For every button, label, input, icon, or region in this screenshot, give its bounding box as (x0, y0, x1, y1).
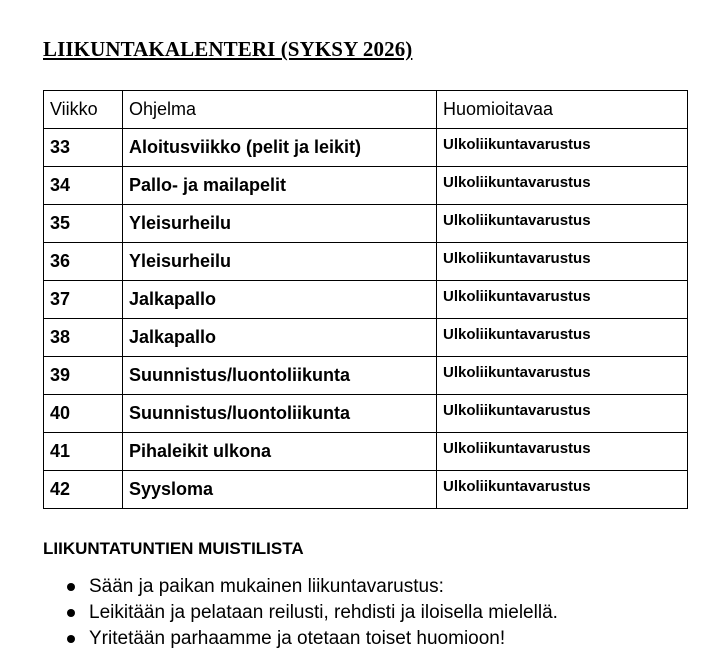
note-cell: Ulkoliikuntavarustus (437, 205, 688, 243)
table-row (44, 433, 688, 471)
program-cell: Yleisurheilu (123, 205, 437, 243)
document-title: LIIKUNTAKALENTERI (SYKSY 2026) (43, 37, 413, 61)
list-item (43, 600, 558, 626)
list-item (43, 574, 558, 600)
week-cell: 34 (44, 167, 123, 205)
program-cell: Jalkapallo (123, 319, 437, 357)
table-row (44, 357, 688, 395)
exercise-calendar-table (43, 90, 688, 509)
memo-section-title: LIIKUNTATUNTIEN MUISTILISTA (43, 539, 304, 558)
table-row (44, 243, 688, 281)
table-row (44, 167, 688, 205)
program-cell: Yleisurheilu (123, 243, 437, 281)
table-row (44, 205, 688, 243)
bullet-icon (67, 635, 75, 643)
program-cell: Suunnistus/luontoliikunta (123, 395, 437, 433)
program-cell: Pallo- ja mailapelit (123, 167, 437, 205)
week-cell: 33 (44, 129, 123, 167)
week-cell: 39 (44, 357, 123, 395)
memo-list (43, 574, 558, 652)
table-row (44, 281, 688, 319)
program-cell: Aloitusviikko (pelit ja leikit) (123, 129, 437, 167)
note-cell: Ulkoliikuntavarustus (437, 243, 688, 281)
note-cell: Ulkoliikuntavarustus (437, 395, 688, 433)
table-row (44, 471, 688, 509)
week-cell: 41 (44, 433, 123, 471)
program-cell: Pihaleikit ulkona (123, 433, 437, 471)
column-header-week: Viikko (44, 91, 123, 129)
column-header-program: Ohjelma (123, 91, 437, 129)
table-row (44, 129, 688, 167)
week-cell: 36 (44, 243, 123, 281)
week-cell: 37 (44, 281, 123, 319)
week-cell: 40 (44, 395, 123, 433)
program-cell: Jalkapallo (123, 281, 437, 319)
table-row (44, 395, 688, 433)
note-cell: Ulkoliikuntavarustus (437, 281, 688, 319)
note-cell: Ulkoliikuntavarustus (437, 357, 688, 395)
note-cell: Ulkoliikuntavarustus (437, 129, 688, 167)
bullet-icon (67, 583, 75, 591)
list-item-text: Sään ja paikan mukainen liikuntavarustus: (89, 576, 444, 597)
list-item-text: Yritetään parhaamme ja otetaan toiset huomioon! (89, 628, 506, 649)
list-item (43, 626, 558, 652)
bullet-icon (67, 609, 75, 617)
program-cell: Syysloma (123, 471, 437, 509)
week-cell: 38 (44, 319, 123, 357)
table-header-row (44, 91, 688, 129)
note-cell: Ulkoliikuntavarustus (437, 319, 688, 357)
note-cell: Ulkoliikuntavarustus (437, 433, 688, 471)
note-cell: Ulkoliikuntavarustus (437, 167, 688, 205)
table-row (44, 319, 688, 357)
note-cell: Ulkoliikuntavarustus (437, 471, 688, 509)
program-cell: Suunnistus/luontoliikunta (123, 357, 437, 395)
week-cell: 42 (44, 471, 123, 509)
list-item-text: Leikitään ja pelataan reilusti, rehdisti ja iloisella mielellä. (89, 602, 558, 623)
week-cell: 35 (44, 205, 123, 243)
column-header-note: Huomioitavaa (437, 91, 688, 129)
